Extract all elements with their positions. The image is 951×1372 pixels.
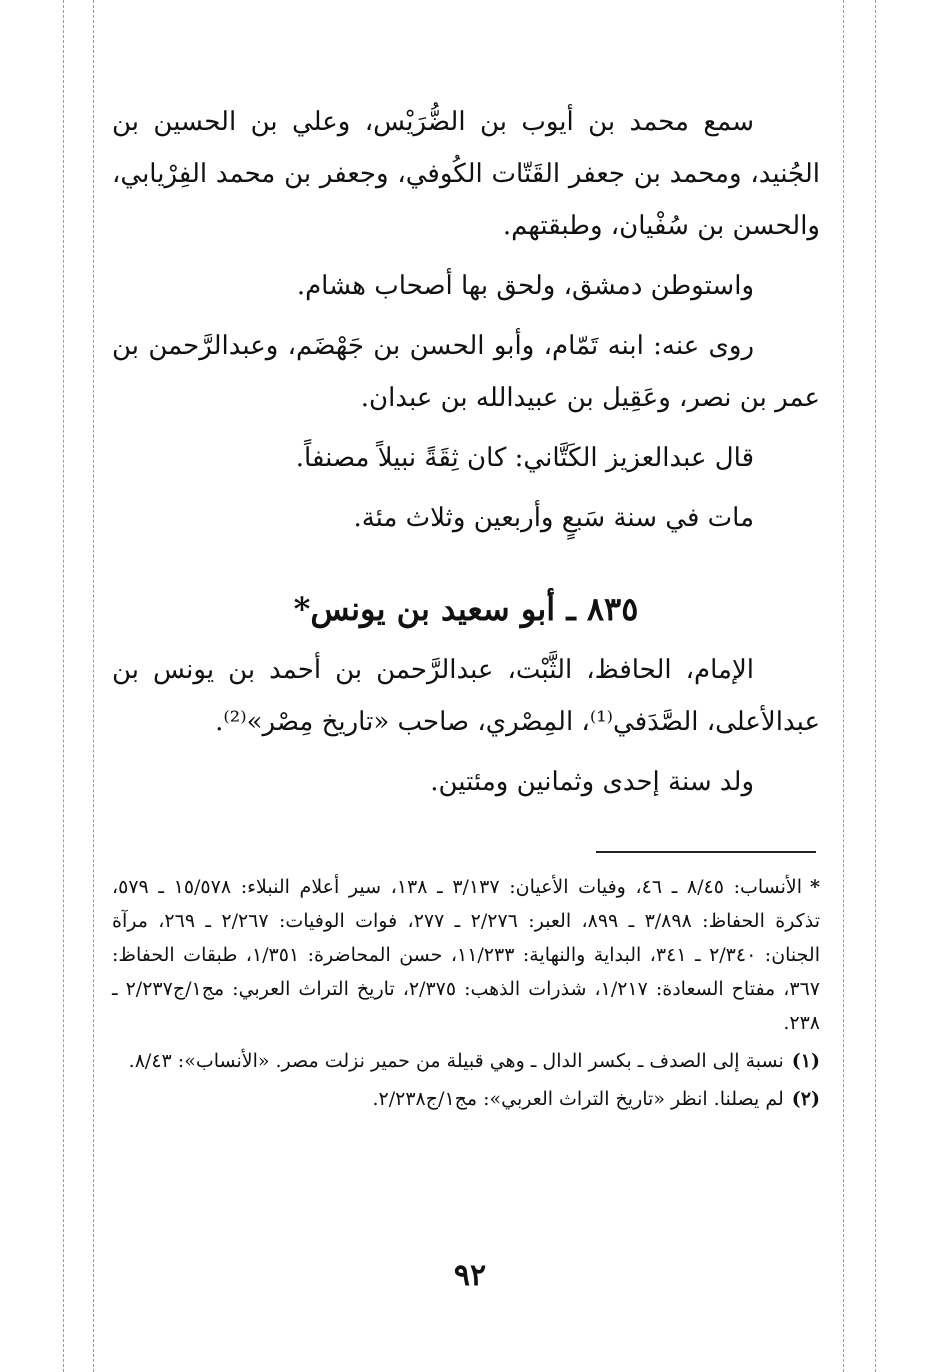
paragraph-biography: الإمام، الحافظ، الثَّبْت، عبدالرَّحمن بن أحمد بن يونس بن عبدالأعلى، الصَّدَفي⁽¹⁾، المِصْري، صاحب «تاريخ مِصْر»⁽²⁾. <box>112 655 820 737</box>
footnote-1-text: نسبة إلى الصدف ـ بكسر الدال ـ وهي قبيلة من حمير نزلت مصر. «الأنساب»: ٨/٤٣. <box>128 1050 784 1072</box>
margin-guide-line <box>93 0 94 1372</box>
paragraph-assessment: قال عبدالعزيز الكَتَّاني: كان ثِقَةً نبيلاً مصنفاً. <box>295 443 754 473</box>
paragraph-students: روى عنه: ابنه تَمّام، وأبو الحسن بن جَهْضَم، وعبدالرَّحمن بن عمر بن نصر، وعَقِيل بن عبيدالله بن عبدان. <box>112 331 820 413</box>
footnote-sources <box>112 870 820 1040</box>
footnote-2 <box>112 1082 820 1116</box>
footnote-sources-text: الأنساب: ٨/٤٥ ـ ٤٦، وفيات الأعيان: ٣/١٣٧ ـ ١٣٨، سير أعلام النبلاء: ١٥/٥٧٨ ـ ٥٧٩، تذكرة الحفاظ: ٣/٨٩٨ ـ ٨٩٩، العبر: ٢/٢٧٦ ـ ٢٧٧، فوات الوفيات: ٢/٢٦٧ ـ ٢٦٩، مرآة الجنان: ٢/٣٤٠ ـ ٣٤١، البداية والنهاية: ١١/٢٣٣، حسن المحاضرة: ١/٣٥١، طبقات الحفاظ: ٣٦٧، مفتاح السعادة: ١/٢١٧، شذرات الذهب: ٢/٣٧٥، تاريخ التراث العربي: مج١/ج٢/٢٣٧ ـ ٢٣٨. <box>112 876 821 1034</box>
paragraph-birth: ولد سنة إحدى وثمانين ومئتين. <box>430 767 754 797</box>
margin-guide-line <box>843 0 844 1372</box>
entry-continuation <box>112 96 820 544</box>
paragraph-death: مات في سنة سَبعٍ وأربعين وثلاث مئة. <box>353 503 754 533</box>
footnote-2-mark: (٢) <box>791 1088 820 1110</box>
footnote-star-mark: * <box>810 876 820 898</box>
margin-guide-line <box>63 0 64 1372</box>
paragraph-teachers: سمع محمد بن أيوب بن الضُّرَيْس، وعلي بن الحسين بن الجُنيد، ومحمد بن جعفر القَتّات الكُوفي، وجعفر بن محمد الفِرْيابي، والحسن بن سُفْيان، وطبقتهم. <box>112 107 820 241</box>
entry-body <box>112 644 820 808</box>
footnote-1 <box>112 1044 820 1078</box>
margin-guide-line <box>875 0 876 1372</box>
page-number: ٩٢ <box>453 1258 487 1293</box>
footnote-2-text: لم يصلنا. انظر «تاريخ التراث العربي»: مج١/ج٢/٢٣٨. <box>372 1088 784 1110</box>
entry-heading: ٨٣٥ ـ أبو سعيد بن يونس* <box>293 590 639 628</box>
footnote-1-mark: (١) <box>791 1050 820 1072</box>
footnotes <box>112 870 820 1120</box>
paragraph-residence: واستوطن دمشق، ولحق بها أصحاب هشام. <box>296 271 754 301</box>
footnote-separator <box>596 851 816 853</box>
